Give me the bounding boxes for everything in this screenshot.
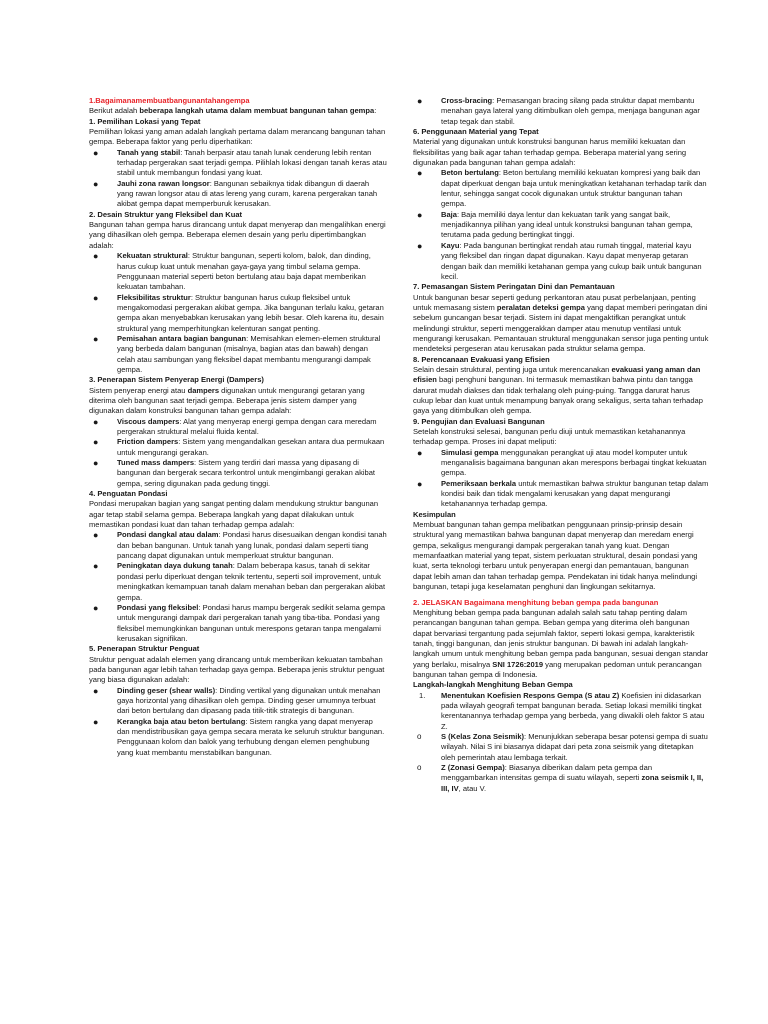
section-heading: 5. Penerapan Struktur Penguat <box>89 644 200 654</box>
bullet-icon: ● <box>417 240 423 251</box>
list-item <box>413 448 709 479</box>
text-run: digunakan untuk mengurangi getaran yang diterima oleh bangunan saat terjadi gempa. Beberapa jenis sistem damper yang digunakan dalam konstruksi bangunan tahan gempa adalah: <box>89 385 365 416</box>
left-column <box>89 96 387 758</box>
text-run: : Sistem yang mengandalkan gesekan antara dua permukaan untuk mengurangi gerakan. <box>117 437 385 457</box>
bold-text: Baja <box>441 209 457 219</box>
text-run: Sistem penyerap energi atau <box>89 385 188 395</box>
bold-text: Jauhi zona rawan longsor <box>117 178 210 188</box>
bold-text: Pondasi dangkal atau dalam <box>117 530 219 540</box>
list-item <box>413 96 709 127</box>
text-run: untuk memastikan bahwa struktur bangunan tetap dalam kondisi baik dan tidak mengalami kerusakan yang dapat mengurangi ketahanannya terhadap gempa. <box>441 478 709 509</box>
section-heading: 1.Bagaimanamembuatbangunantahangempa <box>89 96 250 105</box>
section-heading: 4. Penguatan Pondasi <box>89 489 168 499</box>
bold-text: Z (Zonasi Gempa) <box>441 763 505 772</box>
list-item <box>413 732 709 763</box>
bold-text: evakuasi yang aman dan efisien <box>413 364 701 385</box>
bullet-icon: ● <box>93 530 99 541</box>
text-run: : Dalam beberapa kasus, tanah di sekitar pondasi perlu diperkuat dengan teknik tertentu, seperti soil improvement, untuk meningkatkan kemampuan tanah dalam menahan beban dan pergerakan akibat gempa. <box>117 561 386 602</box>
text-run: Untuk bangunan besar seperti gedung perkantoran atau pusat perbelanjaan, penting untuk memasang sistem <box>413 292 696 312</box>
bullet-icon: ● <box>93 561 99 572</box>
bullet-icon: ● <box>93 292 99 303</box>
list-item <box>89 686 387 717</box>
bullet-icon: ● <box>93 458 99 469</box>
bold-text: Tuned mass dampers <box>117 458 195 468</box>
bullet-icon: ● <box>93 251 99 262</box>
text-run: : Tanah berpasir atau tanah lunak cenderung lebih rentan terhadap pergerakan saat terjadi gempa. Pilihlah lokasi dengan tanah keras atau stabil untuk membangun fondasi yang kuat. <box>117 147 387 178</box>
list-item <box>89 293 387 334</box>
paragraph <box>413 608 709 680</box>
bold-text: Pemisahan antara bagian bangunan <box>117 333 247 343</box>
text-run: Pondasi merupakan bagian yang sangat penting dalam mendukung struktur bangunan agar tetap stabil selama gempa. Beberapa langkah yang dapat dilakukan untuk memastikan pondasi kuat dan tahan terhadap gempa adalah: <box>89 499 379 530</box>
section-heading: 9. Pengujian dan Evaluasi Bangunan <box>413 416 545 426</box>
section-heading: 7. Pemasangan Sistem Peringatan Dini dan Pemantauan <box>413 282 615 292</box>
bold-text: Beton bertulang <box>441 168 499 178</box>
text-run: : Pada bangunan bertingkat rendah atau rumah tinggal, material kayu yang fleksibel dan ringan dapat digunakan. Kayu dapat menyerap getaran dengan baik dan memiliki ketahanan gempa yang cukup baik untuk bangunan kecil. <box>441 240 702 281</box>
bold-text: Simulasi gempa <box>441 447 499 457</box>
bold-text: dampers <box>187 385 220 395</box>
text-run: : Biasanya diberikan dalam peta gempa dan menggambarkan intensitas gempa di suatu wilayah, seperti <box>441 763 653 783</box>
bold-text: Cross-bracing <box>441 96 493 105</box>
text-run: : Bangunan sebaiknya tidak dibangun di daerah yang rawan longsor atau di atas lereng yang curam, karena pergerakan tanah akibat gempa dapat memperburuk kerusakan. <box>117 178 378 209</box>
bullet-icon: ● <box>93 333 99 344</box>
text-run: menggunakan perangkat uji atau model komputer untuk menganalisis bagaimana bangunan akan merespons berbagai tingkat kekuatan gempa. <box>441 447 707 478</box>
text-run: : Sistem yang terdiri dari massa yang dipasang di bangunan dan bergerak secara terkontrol untuk mengimbangi gerakan akibat gempa, sering digunakan pada gedung tinggi. <box>117 458 376 488</box>
text-run: : Sistem rangka yang dapat menyerap dan mendistribusikan gaya gempa secara merata ke seluruh struktur bangunan. Penggunaan kolom dan balok yang terhubung dengan elemen penghubung yang kuat membantu menstabilkan bangunan. <box>117 716 385 757</box>
bold-text: Fleksibilitas struktur <box>117 292 191 302</box>
text-run: : Memisahkan elemen-elemen struktural yang berbeda dalam bangunan (misalnya, bagian atas dan bawah) dengan celah atau sambungan yang fleksibel dapat membantu mengurangi dampak gempa. <box>117 333 381 374</box>
text-run: Material yang digunakan untuk konstruksi bangunan harus memiliki kekuatan dan fleksibilitas yang baik agar tahan terhadap gempa. Beberapa material yang sering digunakan pada bangunan tahan gempa adalah: <box>413 137 687 168</box>
text-run: : Pondasi harus disesuaikan dengan kondisi tanah dan beban bangunan. Untuk tanah yang lunak, pondasi dalam seperti tiang pancang dapat digunakan untuk memperkuat struktur bangunan. <box>117 530 387 561</box>
right-column <box>413 96 709 794</box>
bullet-icon: ● <box>93 178 99 189</box>
text-run: Berikut adalah <box>89 106 140 116</box>
list-item <box>89 717 387 758</box>
bullet-icon: ● <box>93 147 99 158</box>
bullet-icon: ● <box>417 168 423 179</box>
section-heading: 2. Desain Struktur yang Fleksibel dan Kuat <box>89 209 243 219</box>
bold-text: Tanah yang stabil <box>117 147 181 157</box>
list-item <box>413 763 709 794</box>
section-heading: Langkah-langkah Menghitung Beban Gempa <box>413 680 573 690</box>
bold-text: Friction dampers <box>117 437 179 447</box>
list-item <box>89 148 387 179</box>
text-run: : Pondasi harus mampu bergerak sedikit selama gempa untuk mengurangi dampak dari pergerakan tanah yang tiba-tiba. Pondasi yang fleksibel memungkinkan bangunan untuk merespons getaran tanpa mengalami kerusakan signifikan. <box>117 602 386 643</box>
text-run: Bangunan tahan gempa harus dirancang untuk dapat menyerap dan mengalihkan energi yang dihasilkan oleh gempa. Beberapa elemen desain yang perlu dipertimbangkan adalah: <box>89 220 386 250</box>
text-run: : Dinding vertikal yang digunakan untuk menahan gaya horizontal yang dihasilkan oleh gempa. Dinding geser umumnya terbuat dari beton bertulang dan dipasang pada titik-titik strategis di bangunan. <box>117 685 381 716</box>
bold-text: Pemeriksaan berkala <box>441 478 517 488</box>
section-heading: 6. Penggunaan Material yang Tepat <box>413 127 539 137</box>
bold-text: Viscous dampers <box>117 416 180 426</box>
paragraph <box>413 365 709 417</box>
list-item <box>89 417 387 438</box>
text-run: , atau V. <box>458 783 487 793</box>
paragraph <box>89 106 387 116</box>
text-run: yang dapat memberi peringatan dini sebelum guncangan besar terjadi. Sistem ini dapat mengaktifkan perangkat untuk melindungi struktur, seperti menggerakkan damper atau menutup ventilasi untuk mengurangi kerusakan. Pemantauan struktural menggunakan sensor juga penting untuk mendeteksi pergeseran atau kerusakan pada struktur selama gempa. <box>413 302 709 354</box>
paragraph <box>89 220 387 251</box>
paragraph <box>89 499 387 530</box>
list-item <box>89 458 387 489</box>
text-run: Setelah konstruksi selesai, bangunan perlu diuji untuk memastikan ketahanannya terhadap gempa. Proses ini dapat meliputi: <box>413 427 686 447</box>
text-run: bagi penghuni bangunan. Ini termasuk memastikan bahwa pintu dan tangga darurat mudah diakses dan tidak terhalang oleh puing-puing. Tangga darurat harus cukup lebar dan kuat untuk menampung banyak orang sekaligus, serta tahan terhadap gaya yang ditimbulkan oleh gempa. <box>413 375 703 416</box>
text-run: yang merupakan pedoman untuk perancangan bangunan tahan gempa di Indonesia. <box>413 659 702 679</box>
paragraph <box>89 655 387 686</box>
hollow-bullet-icon: o <box>417 763 422 772</box>
paragraph <box>413 520 709 592</box>
list-item <box>413 210 709 241</box>
bold-text: beberapa langkah utama dalam membuat bangunan tahan gempa <box>139 106 375 116</box>
bold-text: Dinding geser (shear walls) <box>117 685 216 695</box>
section-heading: 2. JELASKAN Bagaimana menghitung beban gempa pada bangunan <box>413 597 659 607</box>
bullet-icon: ● <box>93 716 99 727</box>
text-run: Selain desain struktural, penting juga untuk merencanakan <box>413 364 612 374</box>
list-item <box>413 479 709 510</box>
bold-text: SNI 1726:2019 <box>492 659 544 669</box>
list-item <box>413 241 709 282</box>
bold-text: Pondasi yang fleksibel <box>117 602 199 612</box>
list-item <box>89 530 387 561</box>
bold-text: Menentukan Koefisien Respons Gempa (S atau Z) <box>441 690 620 700</box>
bold-text: zona seismik I, II, III, IV <box>441 773 704 793</box>
paragraph <box>89 127 387 148</box>
bullet-icon: ● <box>417 209 423 220</box>
text-run: : Menunjukkan seberapa besar potensi gempa di suatu wilayah. Nilai S ini biasanya didapat dari peta zona seismik yang ditetapkan oleh pemerintah atau lembaga terkait. <box>441 731 708 762</box>
bullet-icon: ● <box>93 416 99 427</box>
bold-text: Peningkatan daya dukung tanah <box>117 561 233 571</box>
list-item <box>89 437 387 458</box>
text-run: Membuat bangunan tahan gempa melibatkan penggunaan prinsip-prinsip desain struktural yang memastikan bahwa bangunan dapat menyerap dan meredam energi gempa, sekaligus mengurangi dampak pergerakan tanah yang kuat. Dengan memanfaatkan material yang tepat, sistem perkuatan struktural, desain pondasi yang kuat, serta teknologi terbaru untuk penyerapan energi dan pemantauan, bangunan dapat lebih aman dan tahan terhadap gempa. Pendekatan ini tidak hanya melindungi bangunan, tetapi juga keselamatan penghuni dan lingkungan sekitarnya. <box>413 520 698 592</box>
paragraph <box>413 427 709 448</box>
hollow-bullet-icon: o <box>417 731 422 741</box>
list-item <box>89 251 387 292</box>
text-run: : Pemasangan bracing silang pada struktur dapat membantu menahan gaya lateral yang ditimbulkan oleh gempa, menjaga bangunan agar tetap tegak dan stabil. <box>441 96 700 126</box>
text-run: Pemilihan lokasi yang aman adalah langkah pertama dalam merancang bangunan tahan gempa. Beberapa faktor yang perlu diperhatikan: <box>89 127 386 147</box>
section-heading: 3. Penerapan Sistem Penyerap Energi (Dampers) <box>89 375 264 385</box>
text-run: Menghitung beban gempa pada bangunan adalah salah satu tahap penting dalam perancangan bangunan tahan gempa. Beban gempa yang diterima oleh bangunan dapat bervariasi tergantung pada sejumlah faktor, seperti lokasi gempa, karakteristik tanah, tinggi bangunan, dan jenis struktur bangunan. Di bawah ini adalah langkah-langkah umum untuk menghitung beban gempa pada bangunan, sesuai dengan standar yang berlaku, misalnya <box>413 607 708 669</box>
text-run: : Struktur bangunan harus cukup fleksibel untuk mengakomodasi pergerakan akibat gempa. Jika bangunan terlalu kaku, getaran gempa akan menyebabkan kerusakan yang lebih besar. Oleh karena itu, desain struktural yang memperhitungkan kelenturan sangat penting. <box>117 292 384 333</box>
bold-text: peralatan deteksi gempa <box>496 302 585 312</box>
list-item <box>89 561 387 602</box>
list-number: 1. <box>419 690 426 700</box>
section-heading: Kesimpulan <box>413 509 456 519</box>
list-item <box>89 603 387 644</box>
text-run: : <box>374 106 377 116</box>
bold-text: Kekuatan struktural <box>117 251 188 261</box>
text-run: : Baja memiliki daya lentur dan kekuatan tarik yang sangat baik, menjadikannya pilihan yang ideal untuk konstruksi bangunan tahan gempa, terutama pada gedung bertingkat tinggi. <box>441 209 693 240</box>
list-item <box>413 691 709 732</box>
paragraph <box>413 137 709 168</box>
list-item <box>89 334 387 375</box>
paragraph <box>413 293 709 355</box>
bullet-icon: ● <box>93 685 99 696</box>
text-run: Koefisien ini didasarkan pada wilayah geografi tempat bangunan berada. Setiap lokasi memiliki tingkat kerentanannya terhadap gempa yang berbeda, yang diwakili oleh faktor S atau Z. <box>441 690 705 731</box>
text-run: : Beton bertulang memiliki kekuatan kompresi yang baik dan dapat diperkuat dengan baja untuk meningkatkan ketahanan terhadap tarik dan lentur, sehingga sangat cocok digunakan untuk struktur bangunan tahan gempa. <box>441 168 707 209</box>
bold-text: Kayu <box>441 240 460 250</box>
text-run: Struktur penguat adalah elemen yang dirancang untuk memberikan kekuatan tambahan pada bangunan agar lebih tahan terhadap gaya gempa. Beberapa jenis struktur penguat yang biasa digunakan adalah: <box>89 654 385 685</box>
bold-text: S (Kelas Zona Seismik) <box>441 731 525 741</box>
text-run: : Struktur bangunan, seperti kolom, balok, dan dinding, harus cukup kuat untuk menahan gaya-gaya yang timbul selama gempa. Penggunaan material seperti beton bertulang atau baja dapat memberikan kekuatan tambahan. <box>117 251 371 292</box>
bullet-icon: ● <box>93 602 99 613</box>
text-run: : Alat yang menyerap energi gempa dengan cara meredam pergerakan struktural melalui fluida kental. <box>117 416 377 436</box>
bullet-icon: ● <box>417 447 423 458</box>
list-item <box>89 179 387 210</box>
section-heading: 8. Perencanaan Evakuasi yang Efisien <box>413 354 550 364</box>
bullet-icon: ● <box>93 437 99 448</box>
bold-text: Kerangka baja atau beton bertulang <box>117 716 246 726</box>
bullet-icon: ● <box>417 96 423 106</box>
list-item <box>413 168 709 209</box>
section-heading: 1. Pemilihan Lokasi yang Tepat <box>89 116 201 126</box>
paragraph <box>89 386 387 417</box>
bullet-icon: ● <box>417 478 423 489</box>
